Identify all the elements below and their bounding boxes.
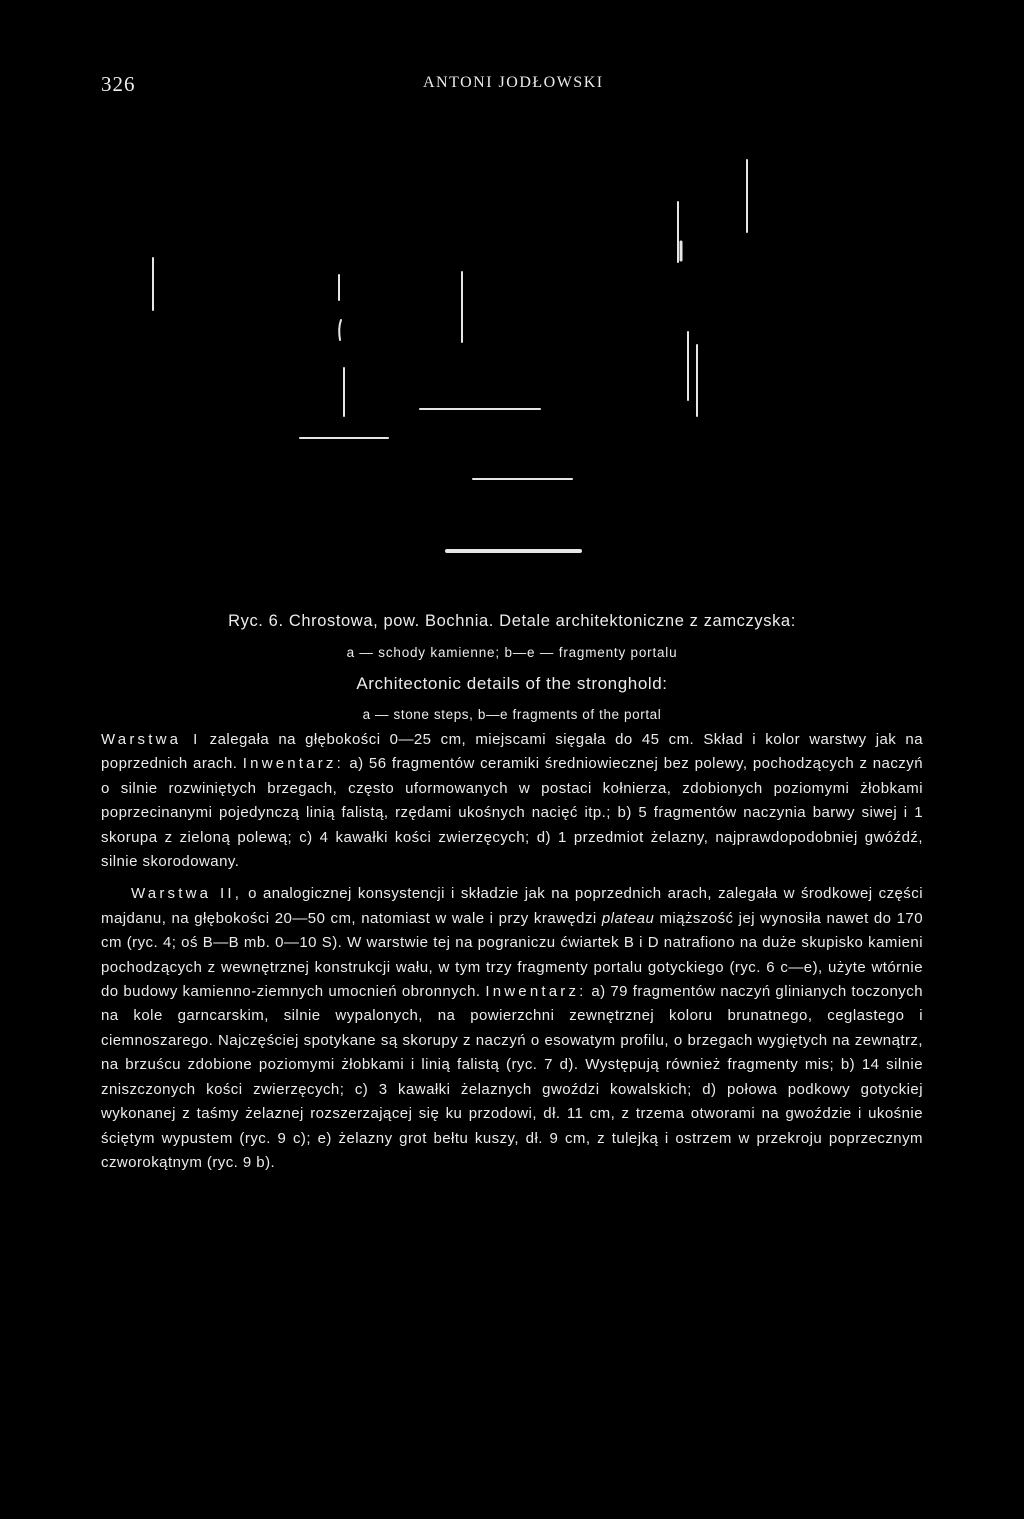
- layer-2-text: o analogicznej konsystencji i składzie jak na poprzednich arach, zalegała w środkowej części majdanu, na głębokości 20—50 cm, natomiast w wale i przy krawędzi: [101, 885, 923, 927]
- caption-polish-title: Ryc. 6. Chrostowa, pow. Bochnia. Detale architektoniczne z zamczyska:: [228, 612, 796, 630]
- architectural-drawing-icon: [100, 150, 924, 570]
- fragment-line: [339, 320, 341, 340]
- paragraph-layer-1: [101, 728, 923, 874]
- layer-1-heading: Warstwa I: [101, 731, 201, 748]
- caption-polish-legend: a — schody kamienne; b—e — fragmenty portalu: [346, 645, 678, 660]
- paragraph-layer-2: [101, 882, 923, 1175]
- layer-1-text: zalegała na głębokości 0—25 cm, miejscami sięgała do 45 cm. Skład i kolor warstwy jak na poprzednich arach.: [101, 731, 923, 773]
- layer-1-inventory-label: Inwentarz:: [242, 755, 344, 773]
- figure-architectural-details: [100, 150, 924, 570]
- figure-caption: [100, 606, 924, 730]
- running-head: ANTONI JODŁOWSKI: [423, 74, 604, 91]
- caption-english-legend: a — stone steps, b—e fragments of the portal: [362, 707, 662, 722]
- page-header: [101, 72, 924, 98]
- layer-1-inventory: a) 56 fragmentów ceramiki średniowiecznej bez polewy, pochodzących z naczyń o silnie rozwiniętych brzegach, często uformowanych w postaci kołnierza, zdobionych poziomymi żłobkami poprzecinanymi pojedynczą linią falistą, rzędami ukośnych nacięć itp.; b) 5 fragmentów naczynia barwy siwej i 1 skorupa z zieloną polewą; c) 4 kawałki kości zwierzęcych; d) 1 przedmiot żelazny, najprawdopodobniej gwóźdź, silnie skorodowany.: [101, 755, 923, 871]
- page-number: 326: [101, 72, 136, 96]
- caption-english-title: Architectonic details of the stronghold:: [356, 674, 668, 693]
- layer-2-heading: Warstwa II,: [131, 885, 243, 903]
- layer-2-italic-term: plateau: [601, 909, 655, 927]
- layer-2-text-continued: miąższość jej wynosiła nawet do 170 cm (ryc. 4; oś B—B mb. 0—10 S). W warstwie tej na pograniczu ćwiartek B i D natrafiono na duże skupisko kamieni pochodzących z wewnętrznej konstrukcji wału, w tym trzy fragmenty portalu gotyckiego (ryc. 6 c—e), użyte wtórnie do budowy kamienno-ziemnych umocnień obronnych.: [101, 909, 924, 1001]
- layer-2-inventory: a) 79 fragmentów naczyń glinianych toczonych na kole garncarskim, silnie wypalonych, na powierzchni zewnętrznej koloru brunatnego, ceglastego i ciemnoszarego. Najczęściej spotykane są skorupy z naczyń o esowatym profilu, o brzegach wygiętych na zewnątrz, na brzuścu zdobione poziomymi żłobkami i linią falistą (ryc. 7 d). Występują również fragmenty mis; b) 14 silnie zniszczonych kości zwierzęcych; c) 3 kawałki żelaznych gwoździ kowalskich; d) połowa podkowy gotyckiej wykonanej z taśmy żelaznej rozszerzającej się ku przodowi, dł. 11 cm, z trzema otworami na gwoździe i ukośnie ściętym wypustem (ryc. 9 c); e) żelazny grot bełtu kuszy, dł. 9 cm, z tulejką i ostrzem w przekroju poprzecznym czworokątnym (ryc. 9 b).: [101, 983, 923, 1171]
- layer-2-inventory-label: Inwentarz:: [485, 983, 587, 1001]
- body-text: [101, 728, 923, 1175]
